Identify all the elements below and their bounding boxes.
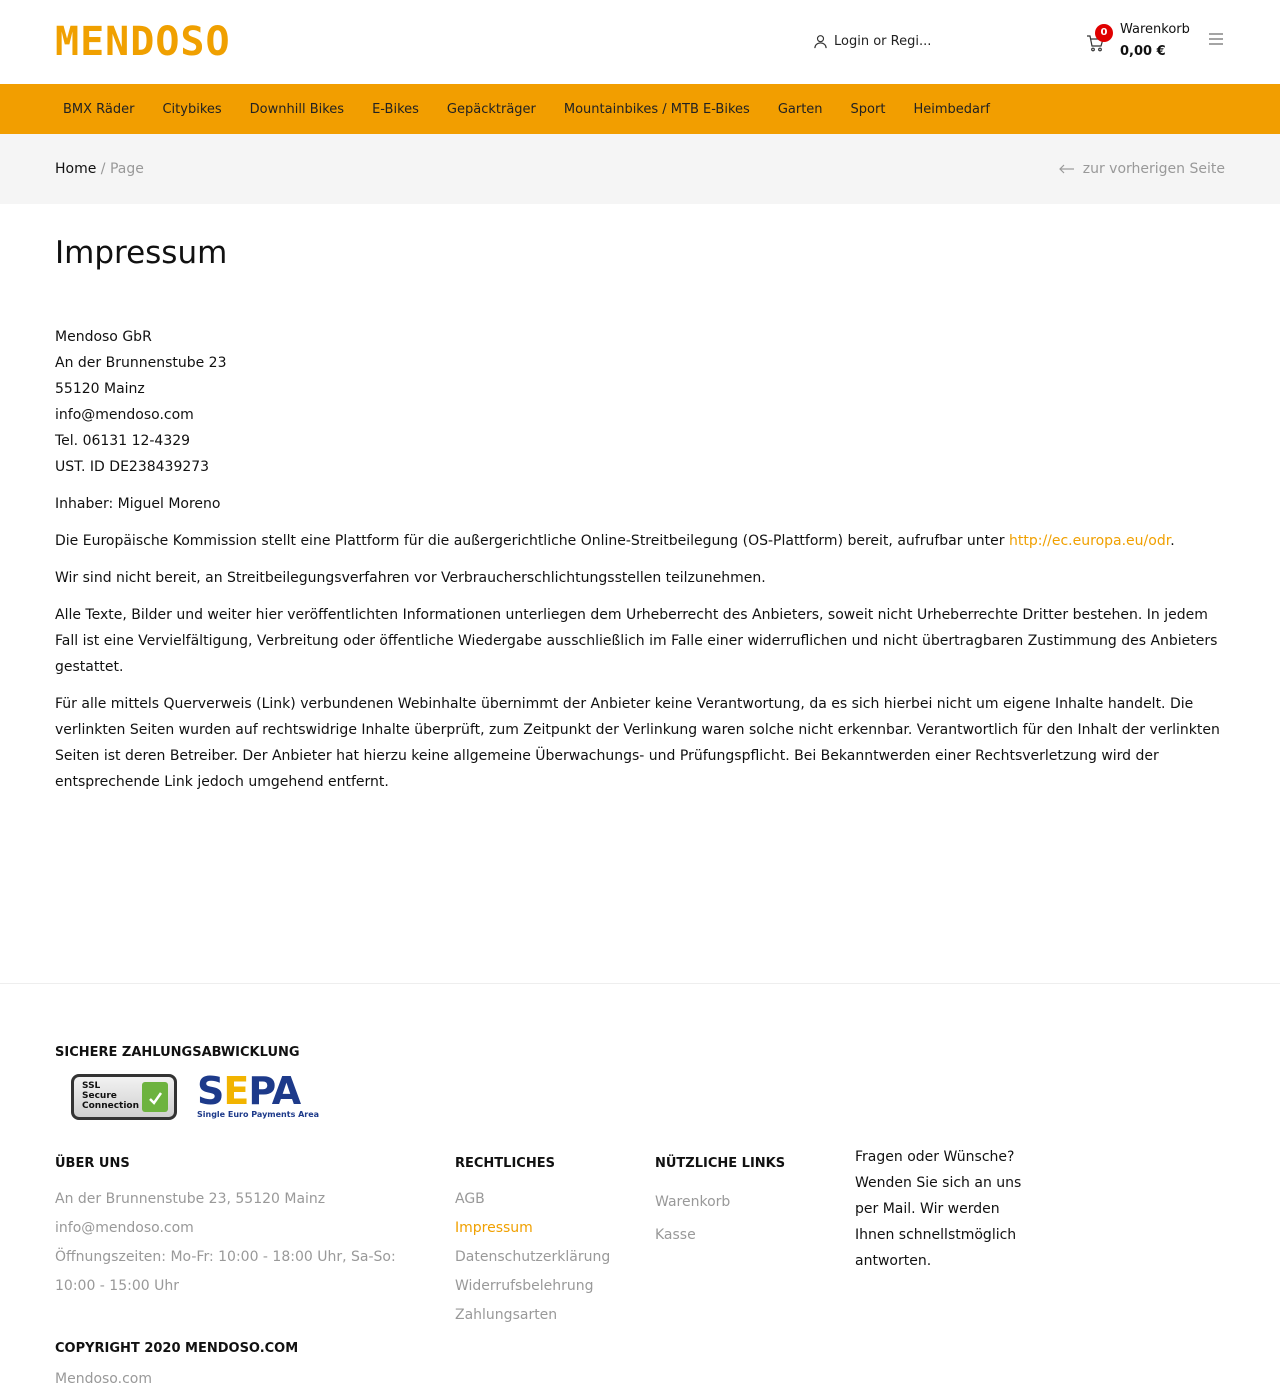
- os-text-after: .: [1170, 533, 1175, 549]
- owner-text: Inhaber: Miguel Moreno: [55, 496, 221, 512]
- about-address: An der Brunnenstube 23, 55120 Mainz: [55, 1191, 326, 1207]
- ssl-badge: [71, 1074, 177, 1120]
- cart-count-badge: 0: [1095, 24, 1113, 42]
- breadcrumb-home[interactable]: Home: [55, 161, 97, 177]
- login-link[interactable]: [813, 34, 931, 49]
- about-title: ÜBER UNS: [55, 1156, 130, 1171]
- os-platform-link[interactable]: http://ec.europa.eu/odr: [1008, 533, 1171, 549]
- address-street: An der Brunnenstube 23: [55, 355, 227, 371]
- page-title: Impressum: [55, 235, 228, 271]
- nav-item-heimbedarf[interactable]: Heimbedarf: [913, 101, 990, 117]
- nav-item-mountainbikes[interactable]: Mountainbikes / MTB E-Bikes: [563, 101, 750, 117]
- arrow-left-icon: [1059, 164, 1075, 174]
- nav-item-sport[interactable]: Sport: [850, 101, 886, 117]
- contact-question-text: Fragen oder Wünsche? Wenden Sie sich an uns per Mail. Wir werden Ihnen schnellstmöglich antworten.: [855, 1149, 1022, 1269]
- ssl-badge-line: SSL: [82, 1081, 101, 1091]
- menu-icon[interactable]: [1209, 33, 1223, 45]
- login-label: Login or Regi...: [834, 34, 932, 49]
- os-text-before: Die Europäische Kommission stellt eine Plattform für die außergerichtliche Online-Streitbeilegung (OS-Plattform) bereit, aufrufbar unter: [55, 533, 1009, 549]
- lock-icon: [142, 1082, 168, 1112]
- nav-item-citybikes[interactable]: Citybikes: [162, 101, 222, 117]
- address-company: Mendoso GbR: [55, 329, 152, 345]
- nav-item-bmx[interactable]: BMX Räder: [63, 101, 135, 117]
- main-navigation: [0, 84, 1280, 134]
- back-link[interactable]: [1059, 161, 1225, 177]
- nav-item-downhill[interactable]: Downhill Bikes: [249, 101, 345, 117]
- os-platform-paragraph: [55, 528, 1225, 554]
- address-city: 55120 Mainz: [55, 381, 145, 397]
- address-email: info@mendoso.com: [55, 407, 194, 423]
- page-content: [55, 324, 1225, 806]
- legal-link-widerruf[interactable]: Widerrufsbelehrung: [455, 1278, 594, 1294]
- sepa-subtitle: Single Euro Payments Area: [197, 1110, 320, 1119]
- links-disclaimer-paragraph: Für alle mittels Querverweis (Link) verbundenen Webinhalte übernimmt der Anbieter keine Verantwortung, da es sich hierbei nicht um eigene Inhalte handelt. Die verlinkten Seiten wurden auf rechtswidrige Inhalte überprüft, zum Zeitpunkt der Verlinkung waren solche nicht erkennbar. Verantwortlich für den Inhalt der verlinkten Seiten ist deren Betreiber. Der Anbieter hat hierzu keine allgemeine Überwachungs- und Prüfungspflicht. Bei Bekanntwerden einer Rechtsverletzung wird der entsprechende Link jedoch umgehend entfernt.: [55, 696, 1220, 790]
- breadcrumb: [55, 161, 144, 177]
- cart-widget[interactable]: [1086, 22, 1206, 66]
- copyright-title: COPYRIGHT 2020 MENDOSO.COM: [55, 1341, 299, 1356]
- nav-item-gepaecktraeger[interactable]: Gepäckträger: [446, 101, 536, 117]
- cart-label: Warenkorb: [1120, 22, 1190, 37]
- nav-item-ebikes[interactable]: E-Bikes: [372, 101, 419, 117]
- ssl-badge-line: Connection: [82, 1101, 140, 1111]
- sepa-wordmark: [197, 1069, 323, 1113]
- back-link-label: zur vorherigen Seite: [1082, 161, 1225, 177]
- about-list: [55, 1185, 425, 1301]
- sepa-wordmark-text: SEPA: [197, 1069, 301, 1113]
- legal-link-agb[interactable]: AGB: [455, 1191, 485, 1207]
- site-logo[interactable]: MENDOSO: [55, 19, 231, 65]
- payment-title: SICHERE ZAHLUNGSABWICKLUNG: [55, 1045, 300, 1060]
- address-vat-id: UST. ID DE238439273: [55, 459, 210, 475]
- about-email[interactable]: info@mendoso.com: [55, 1220, 194, 1236]
- legal-link-zahlungsarten[interactable]: Zahlungsarten: [455, 1307, 558, 1323]
- copyright-link[interactable]: Mendoso.com: [55, 1371, 152, 1387]
- dispute-paragraph: Wir sind nicht bereit, an Streitbeilegungsverfahren vor Verbraucherschlichtungsstellen teilzunehmen.: [55, 570, 766, 586]
- breadcrumb-bar: [0, 134, 1280, 204]
- useful-links: [655, 1186, 730, 1252]
- useful-link-kasse[interactable]: Kasse: [655, 1227, 696, 1243]
- legal-links: [455, 1185, 610, 1330]
- address-block: [55, 324, 1225, 480]
- legal-link-impressum[interactable]: Impressum: [455, 1220, 533, 1236]
- user-icon: [813, 34, 828, 49]
- useful-links-title: NÜTZLICHE LINKS: [655, 1156, 786, 1171]
- breadcrumb-current: Page: [109, 161, 144, 177]
- site-header: [0, 0, 1280, 84]
- useful-link-warenkorb[interactable]: Warenkorb: [655, 1194, 731, 1210]
- ssl-badge-text: [82, 1081, 139, 1111]
- footer-divider: [0, 983, 1280, 984]
- cart-total: 0,00 €: [1120, 44, 1166, 59]
- address-phone: Tel. 06131 12-4329: [55, 433, 191, 449]
- legal-title: RECHTLICHES: [455, 1156, 555, 1171]
- about-opening-hours: Öffnungszeiten: Mo-Fr: 10:00 - 18:00 Uhr, Sa-So: 10:00 - 15:00 Uhr: [55, 1249, 396, 1294]
- nav-item-garten[interactable]: Garten: [777, 101, 823, 117]
- sepa-logo: [197, 1069, 323, 1122]
- copyright-paragraph: Alle Texte, Bilder und weiter hier veröffentlichten Informationen unterliegen dem Urheberrecht des Anbieters, soweit nicht Urheberrechte Dritter bestehen. In jedem Fall ist eine Vervielfältigung, Verbreitung oder öffentliche Wiedergabe ausschließlich im Falle einer widerruflichen und nicht übertragbaren Zustimmung des Anbieters gestattet.: [55, 607, 1218, 675]
- ssl-badge-line: Secure: [82, 1091, 117, 1101]
- breadcrumb-separator: /: [100, 161, 106, 177]
- legal-link-datenschutz[interactable]: Datenschutzerklärung: [455, 1249, 611, 1265]
